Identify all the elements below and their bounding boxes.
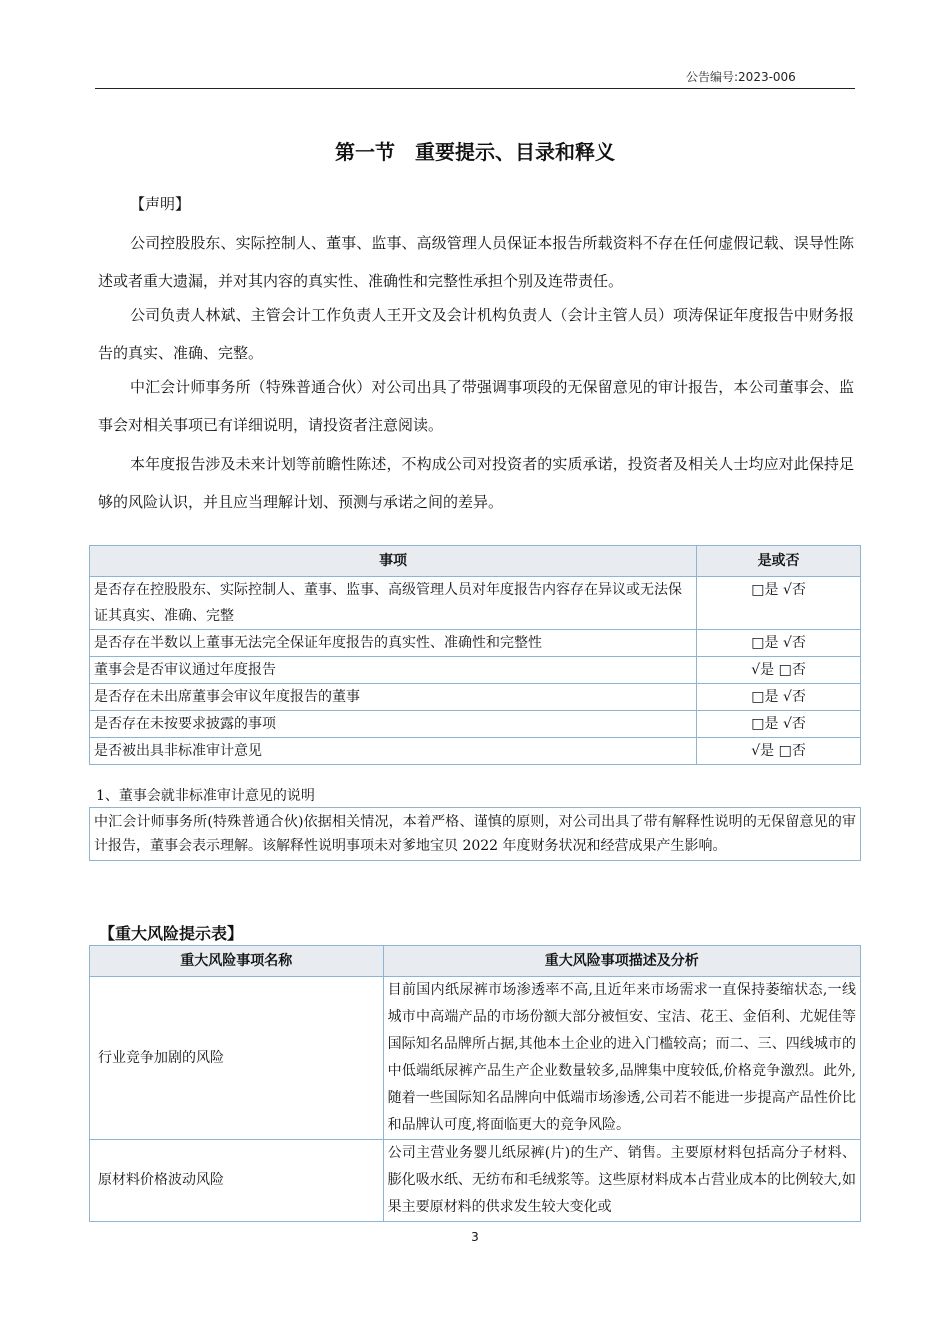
table-row xyxy=(90,1140,861,1222)
announcement-code: 公告编号:2023-006 xyxy=(686,70,796,84)
answer-cell: √是 □否 xyxy=(697,738,861,765)
table-row xyxy=(90,630,861,657)
item-cell: 是否存在控股股东、实际控制人、董事、监事、高级管理人员对年度报告内容存在异议或无法保证其真实、准确、完整 xyxy=(90,577,697,630)
table-row xyxy=(90,977,861,1140)
item-cell: 是否被出具非标准审计意见 xyxy=(90,738,697,765)
item-cell: 是否存在半数以上董事无法完全保证年度报告的真实性、准确性和完整性 xyxy=(90,630,697,657)
page-number: 3 xyxy=(471,1230,479,1244)
board-note-heading: 1、董事会就非标准审计意见的说明 xyxy=(96,788,315,804)
table-row xyxy=(90,711,861,738)
table-row xyxy=(90,657,861,684)
column-header-risk-name: 重大风险事项名称 xyxy=(90,946,384,977)
column-header-risk-description: 重大风险事项描述及分析 xyxy=(383,946,860,977)
risk-description-cell: 公司主营业务婴儿纸尿裤(片)的生产、销售。主要原材料包括高分子材料、膨化吸水纸、无纺布和毛绒浆等。这些原材料成本占营业成本的比例较大,如果主要原材料的供求发生较大变化或 xyxy=(383,1140,860,1222)
statement-paragraph-1: 公司控股股东、实际控制人、董事、监事、高级管理人员保证本报告所载资料不存在任何虚假记载、误导性陈述或者重大遗漏，并对其内容的真实性、准确性和完整性承担个别及连带责任。 xyxy=(98,234,854,290)
board-note-box xyxy=(89,807,861,861)
column-header-item: 事项 xyxy=(90,546,697,577)
statement-paragraph-3: 中汇会计师事务所（特殊普通合伙）对公司出具了带强调事项段的无保留意见的审计报告，本公司董事会、监事会对相关事项已有详细说明，请投资者注意阅读。 xyxy=(98,378,854,434)
risk-table-title: 【重大风险提示表】 xyxy=(99,924,244,943)
risk-name-cell: 原材料价格波动风险 xyxy=(90,1140,384,1222)
table-row xyxy=(90,684,861,711)
answer-cell: □是 √否 xyxy=(697,684,861,711)
statement-label: 【声明】 xyxy=(130,195,191,213)
table-row xyxy=(90,808,861,861)
risk-description-cell: 目前国内纸尿裤市场渗透率不高,且近年来市场需求一直保持萎缩状态,一线城市中高端产品的市场份额大部分被恒安、宝洁、花王、金佰利、尤妮佳等国际知名品牌所占据,其他本土企业的进入门槛较高；而二、三、四线城市的中低端纸尿裤产品生产企业数量较多,品牌集中度较低,价格竞争激烈。此外,随着一些国际知名品牌向中低端市场渗透,公司若不能进一步提高产品性价比和品牌认可度,将面临更大的竞争风险。 xyxy=(383,977,860,1140)
major-risk-table xyxy=(89,945,861,1222)
table-header-row xyxy=(90,946,861,977)
statement-paragraph-2: 公司负责人林斌、主管会计工作负责人王开文及会计机构负责人（会计主管人员）项涛保证年度报告中财务报告的真实、准确、完整。 xyxy=(98,306,854,362)
item-cell: 董事会是否审议通过年度报告 xyxy=(90,657,697,684)
answer-cell: □是 √否 xyxy=(697,630,861,657)
table-row xyxy=(90,738,861,765)
table-header-row xyxy=(90,546,861,577)
column-header-yes-no: 是或否 xyxy=(697,546,861,577)
header-divider xyxy=(95,88,855,89)
confirmation-items-table xyxy=(89,545,861,765)
answer-cell: □是 √否 xyxy=(697,577,861,630)
answer-cell: √是 □否 xyxy=(697,657,861,684)
board-note-text: 中汇会计师事务所(特殊普通合伙)依据相关情况，本着严格、谨慎的原则，对公司出具了带有解释性说明的无保留意见的审计报告，董事会表示理解。该解释性说明事项未对爹地宝贝 2022 年度财务状况和经营成果产生影响。 xyxy=(90,808,861,861)
answer-cell: □是 √否 xyxy=(697,711,861,738)
item-cell: 是否存在未按要求披露的事项 xyxy=(90,711,697,738)
section-title: 第一节 重要提示、目录和释义 xyxy=(335,140,615,164)
item-cell: 是否存在未出席董事会审议年度报告的董事 xyxy=(90,684,697,711)
statement-paragraph-4: 本年度报告涉及未来计划等前瞻性陈述，不构成公司对投资者的实质承诺，投资者及相关人士均应对此保持足够的风险认识，并且应当理解计划、预测与承诺之间的差异。 xyxy=(98,455,854,511)
risk-name-cell: 行业竞争加剧的风险 xyxy=(90,977,384,1140)
table-row xyxy=(90,577,861,630)
